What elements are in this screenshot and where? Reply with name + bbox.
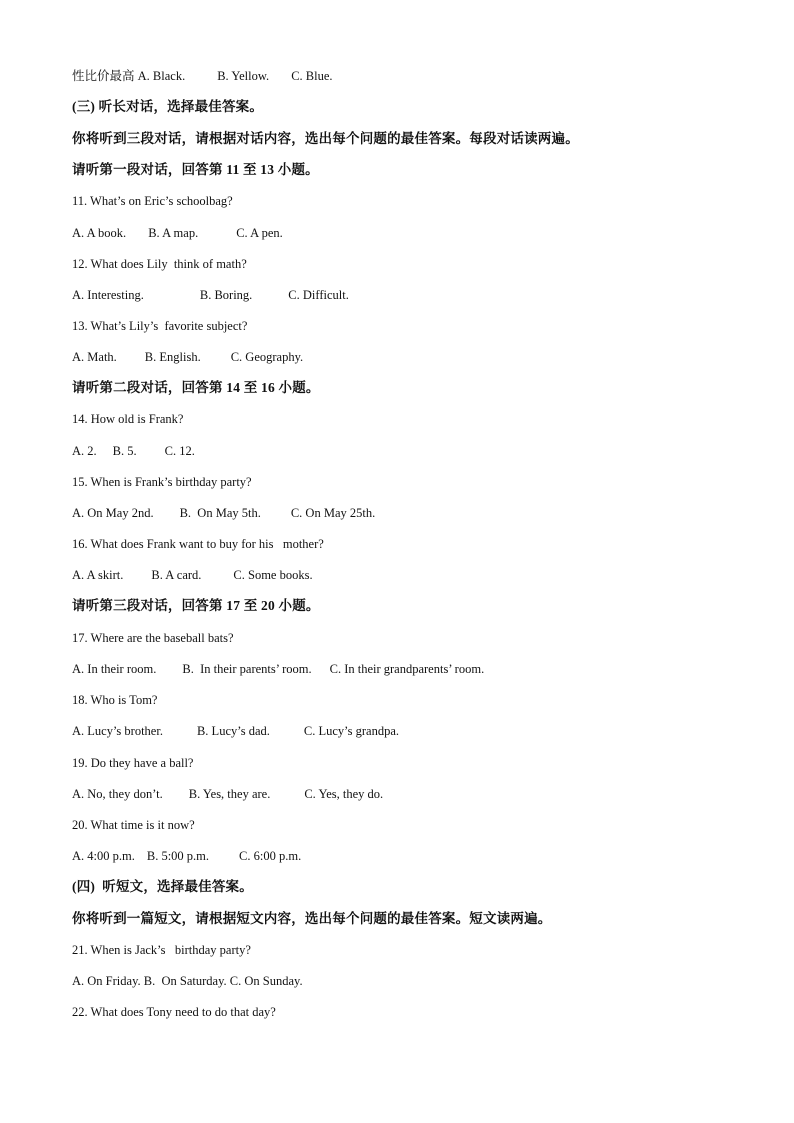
section-3-instruction: 你将听到三段对话，请根据对话内容，选出每个问题的最佳答案。每段对话读两遍。: [72, 131, 579, 146]
option-c: C. On Sunday.: [229, 974, 303, 988]
question-17: 17. Where are the baseball bats?: [72, 631, 234, 645]
option-c: C. Yes, they do.: [304, 787, 384, 801]
options-19: [72, 786, 383, 802]
question-19: 19. Do they have a ball?: [72, 756, 194, 770]
section-4-title: (四) 听短文，选择最佳答案。: [72, 879, 253, 894]
option-a: A. Interesting.: [72, 288, 144, 302]
option-b: B. Lucy’s dad.: [196, 724, 270, 738]
section-4-instruction: 你将听到一篇短文，请根据短文内容，选出每个问题的最佳答案。短文读两遍。: [72, 911, 552, 926]
question-14: 14. How old is Frank?: [72, 412, 184, 426]
top-line: [72, 68, 333, 84]
options-20: [72, 848, 301, 864]
option-a: A. Lucy’s brother.: [72, 724, 163, 738]
option-c: C. Some books.: [233, 568, 313, 582]
option-b: B. Yellow.: [217, 69, 270, 83]
option-a: A. Math.: [72, 350, 117, 364]
options-21: [72, 973, 303, 989]
option-a: A. In their room.: [72, 662, 157, 676]
option-a: A. 2.: [72, 444, 97, 458]
option-a: A. Black.: [137, 69, 186, 83]
option-b: B. English.: [144, 350, 201, 364]
question-16: 16. What does Frank want to buy for his mother?: [72, 537, 324, 551]
options-17: [72, 661, 484, 677]
option-b: B. On Saturday.: [143, 974, 227, 988]
options-11: [72, 225, 283, 241]
dialog-1-header: 请听第一段对话，回答第 11 至 13 小题。: [72, 162, 319, 177]
section-3-title: (三) 听长对话，选择最佳答案。: [72, 99, 264, 114]
option-c: C. On May 25th.: [290, 506, 376, 520]
question-21: 21. When is Jack’s birthday party?: [72, 943, 251, 957]
options-14: [72, 443, 195, 459]
question-18: 18. Who is Tom?: [72, 693, 158, 707]
question-11: 11. What’s on Eric’s schoolbag?: [72, 194, 233, 208]
option-c: C. 6:00 p.m.: [239, 849, 302, 863]
option-c: C. Blue.: [291, 69, 333, 83]
option-b: B. On May 5th.: [179, 506, 261, 520]
option-c: C. Geography.: [230, 350, 304, 364]
question-13: 13. What’s Lily’s favorite subject?: [72, 319, 248, 333]
options-12: [72, 287, 349, 303]
question-15: 15. When is Frank’s birthday party?: [72, 475, 252, 489]
option-a: A. A book.: [72, 226, 127, 240]
options-15: [72, 505, 375, 521]
option-a: A. No, they don’t.: [72, 787, 163, 801]
option-c: C. Lucy’s grandpa.: [303, 724, 400, 738]
options-18: [72, 723, 399, 739]
option-b: B. Yes, they are.: [188, 787, 271, 801]
option-b: B. A card.: [151, 568, 202, 582]
option-c: C. A pen.: [236, 226, 283, 240]
options-13: [72, 349, 303, 365]
question-22: 22. What does Tony need to do that day?: [72, 1005, 276, 1019]
option-c: C. Difficult.: [288, 288, 349, 302]
question-20: 20. What time is it now?: [72, 818, 195, 832]
dialog-3-header: 请听第三段对话，回答第 17 至 20 小题。: [72, 598, 320, 613]
top-line-prefix: 性比价最高: [72, 69, 135, 83]
option-b: B. In their parents’ room.: [182, 662, 312, 676]
option-b: B. A map.: [148, 226, 199, 240]
option-b: B. 5:00 p.m.: [146, 849, 210, 863]
options-16: [72, 567, 313, 583]
option-c: C. 12.: [164, 444, 195, 458]
option-b: B. Boring.: [199, 288, 253, 302]
option-a: A. 4:00 p.m.: [72, 849, 135, 863]
question-12: 12. What does Lily think of math?: [72, 257, 247, 271]
option-a: A. A skirt.: [72, 568, 124, 582]
option-a: A. On May 2nd.: [72, 506, 154, 520]
option-a: A. On Friday.: [72, 974, 141, 988]
option-c: C. In their grandparents’ room.: [329, 662, 485, 676]
dialog-2-header: 请听第二段对话，回答第 14 至 16 小题。: [72, 380, 320, 395]
option-b: B. 5.: [112, 444, 137, 458]
